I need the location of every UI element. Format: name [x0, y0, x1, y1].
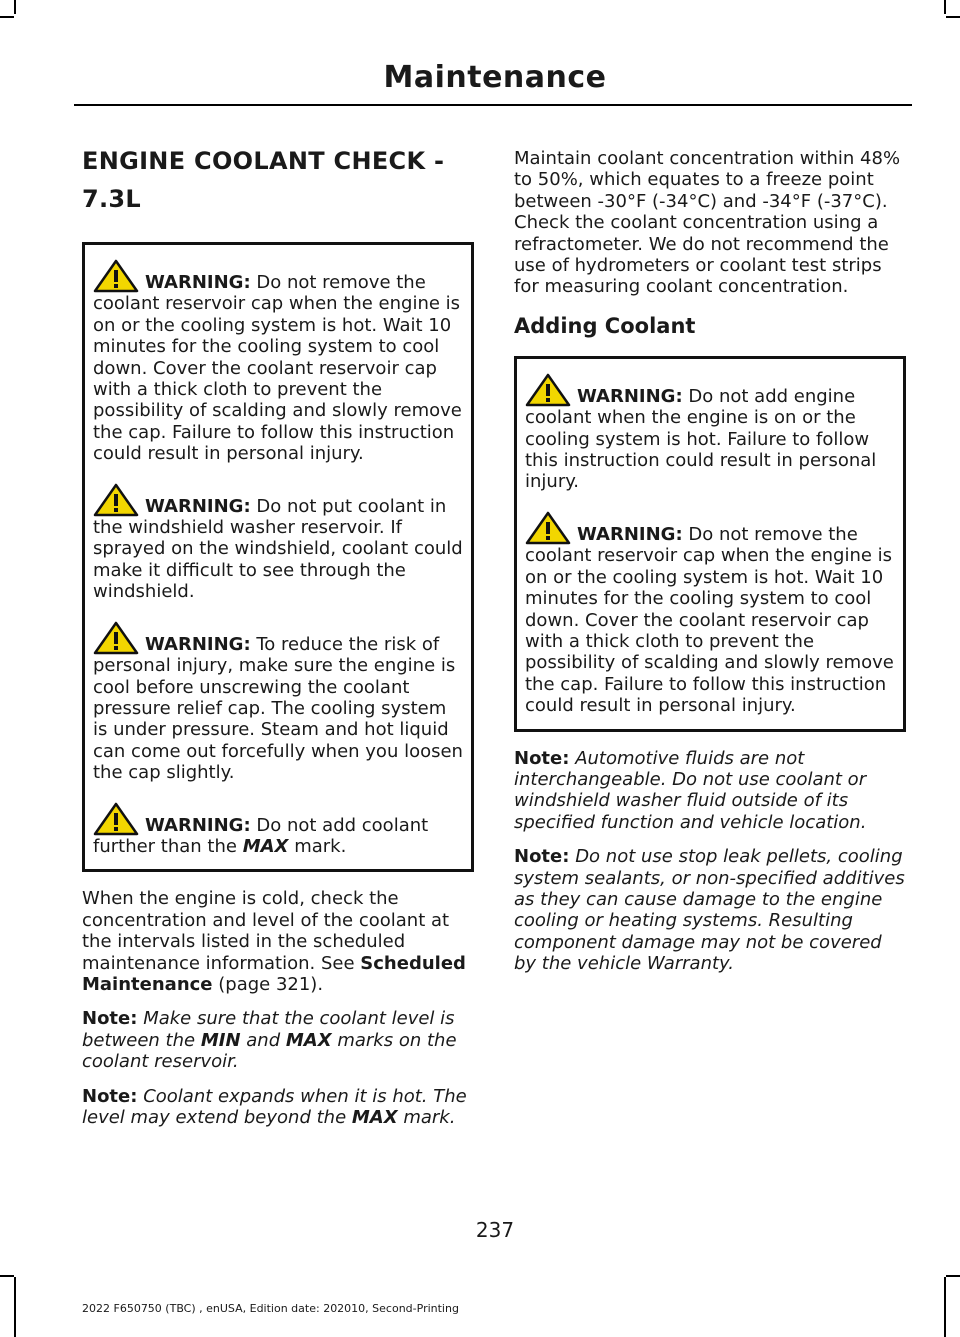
warning-item	[525, 511, 895, 717]
warning-label: WARNING:	[145, 272, 251, 293]
warning-label: WARNING:	[145, 633, 251, 655]
warning-triangle-icon	[525, 373, 571, 407]
warning-label: WARNING:	[577, 523, 683, 545]
max-mark-emphasis: MAX	[285, 1029, 332, 1051]
note-paragraph	[82, 1008, 474, 1072]
warning-triangle-icon	[93, 802, 139, 836]
warning-text: Do not put coolant in the windshield washer reservoir. If sprayed on the windshield, coolant could make it difficult to see through the windshield.	[93, 495, 463, 603]
warning-text: Do not remove the coolant reservoir cap when the engine is on or the cooling system is hot. Wait 10 minutes for the cooling system to cool down. Cover the coolant reservoir cap with a thick cloth to prevent the possibility of scalding and slowly remove the cap. Failure to follow this instruction could result in personal injury.	[93, 272, 462, 465]
body-text: When the engine is cold, check the concentration and level of the coolant at the intervals listed in the scheduled maintenance information. See	[82, 888, 450, 974]
page-number: 237	[475, 1218, 515, 1242]
scheduled-maintenance-link[interactable]: Scheduled Maintenance	[82, 952, 466, 995]
crop-mark	[0, 16, 14, 18]
note-paragraph	[514, 748, 906, 834]
warning-label: WARNING:	[145, 495, 251, 517]
note-paragraph	[514, 846, 906, 974]
warning-text-end: mark.	[294, 835, 347, 857]
note-paragraph	[82, 1086, 474, 1129]
warning-text: Do not add engine coolant when the engine is on or the cooling system is hot. Failure to follow this instruction could result in personal injury.	[525, 385, 877, 493]
note-text: Coolant expands when it is hot. The level may extend beyond the	[82, 1085, 467, 1128]
crop-mark	[946, 16, 960, 18]
right-column	[514, 148, 906, 988]
note-text: and	[246, 1029, 281, 1051]
note-text: mark.	[403, 1107, 456, 1128]
crop-mark	[14, 0, 16, 14]
note-label: Note:	[514, 846, 570, 868]
warning-triangle-icon	[93, 483, 139, 517]
note-text: Make sure that the coolant level is between the	[82, 1008, 455, 1051]
subheading-adding-coolant: Adding Coolant	[514, 313, 696, 338]
crop-mark	[0, 1275, 14, 1277]
warning-box	[82, 242, 474, 872]
warning-label: WARNING:	[577, 385, 683, 407]
page-reference: (page 321).	[218, 973, 324, 995]
note-label: Note:	[514, 747, 570, 769]
warning-label: WARNING:	[145, 814, 251, 836]
max-mark-emphasis: MAX	[242, 835, 289, 857]
min-mark-emphasis: MIN	[200, 1029, 241, 1051]
warning-item	[93, 621, 463, 784]
warning-item	[93, 483, 463, 603]
header-divider	[74, 104, 912, 106]
left-column	[82, 142, 474, 1141]
note-text: marks on the coolant reservoir.	[82, 1029, 457, 1073]
section-heading-line2: 7.3L	[82, 185, 142, 213]
note-text: Do not use stop leak pellets, cooling system sealants, or non-specified additives as they can cause damage to the engine cooling or heating systems. Resulting component damage may not be covered by the vehicle Warranty.	[514, 846, 905, 975]
warning-triangle-icon	[525, 511, 571, 545]
warning-triangle-icon	[93, 259, 139, 293]
note-label: Note:	[82, 1085, 138, 1107]
warning-text: Do not add coolant further than the	[93, 814, 429, 857]
section-heading-line1: ENGINE COOLANT CHECK -	[82, 147, 445, 175]
warning-item	[93, 802, 463, 858]
body-paragraph	[82, 888, 474, 995]
warning-text: Do not remove the coolant reservoir cap when the engine is on or the cooling system is hot. Wait 10 minutes for the cooling system to cool down. Cover the coolant reservoir cap with a thick cloth to prevent the possibility of scalding and slowly remove the cap. Failure to follow this instruction could result in personal injury.	[525, 523, 894, 717]
max-mark-emphasis: MAX	[351, 1107, 398, 1128]
crop-mark	[944, 1277, 946, 1337]
warning-item	[93, 259, 463, 465]
warning-triangle-icon	[93, 621, 139, 655]
crop-mark	[946, 1275, 960, 1277]
warning-item	[525, 373, 895, 493]
page-header-title: Maintenance	[383, 60, 607, 95]
edition-footer: 2022 F650750 (TBC) , enUSA, Edition date: 202010, Second-Printing	[82, 1302, 459, 1315]
crop-mark	[944, 0, 946, 14]
body-paragraph: Maintain coolant concentration within 48% to 50%, which equates to a freeze point between -30°F (-34°C) and -34°F (-37°C). Check the coolant concentration using a refractometer. We do not recommend the use of hydrometers or coolant test strips for measuring coolant concentration.	[514, 148, 901, 298]
crop-mark	[14, 1277, 16, 1337]
section-heading	[82, 142, 452, 218]
warning-text: To reduce the risk of personal injury, make sure the engine is cool before unscrewing the coolant pressure relief cap. The cooling system is under pressure. Steam and hot liquid can come out forcefully when you loosen the cap slightly.	[93, 633, 463, 784]
note-label: Note:	[82, 1008, 138, 1030]
note-text: Automotive fluids are not interchangeable. Do not use coolant or windshield washer fluid outside of its specified function and vehicle location.	[514, 747, 867, 833]
warning-box	[514, 356, 906, 732]
